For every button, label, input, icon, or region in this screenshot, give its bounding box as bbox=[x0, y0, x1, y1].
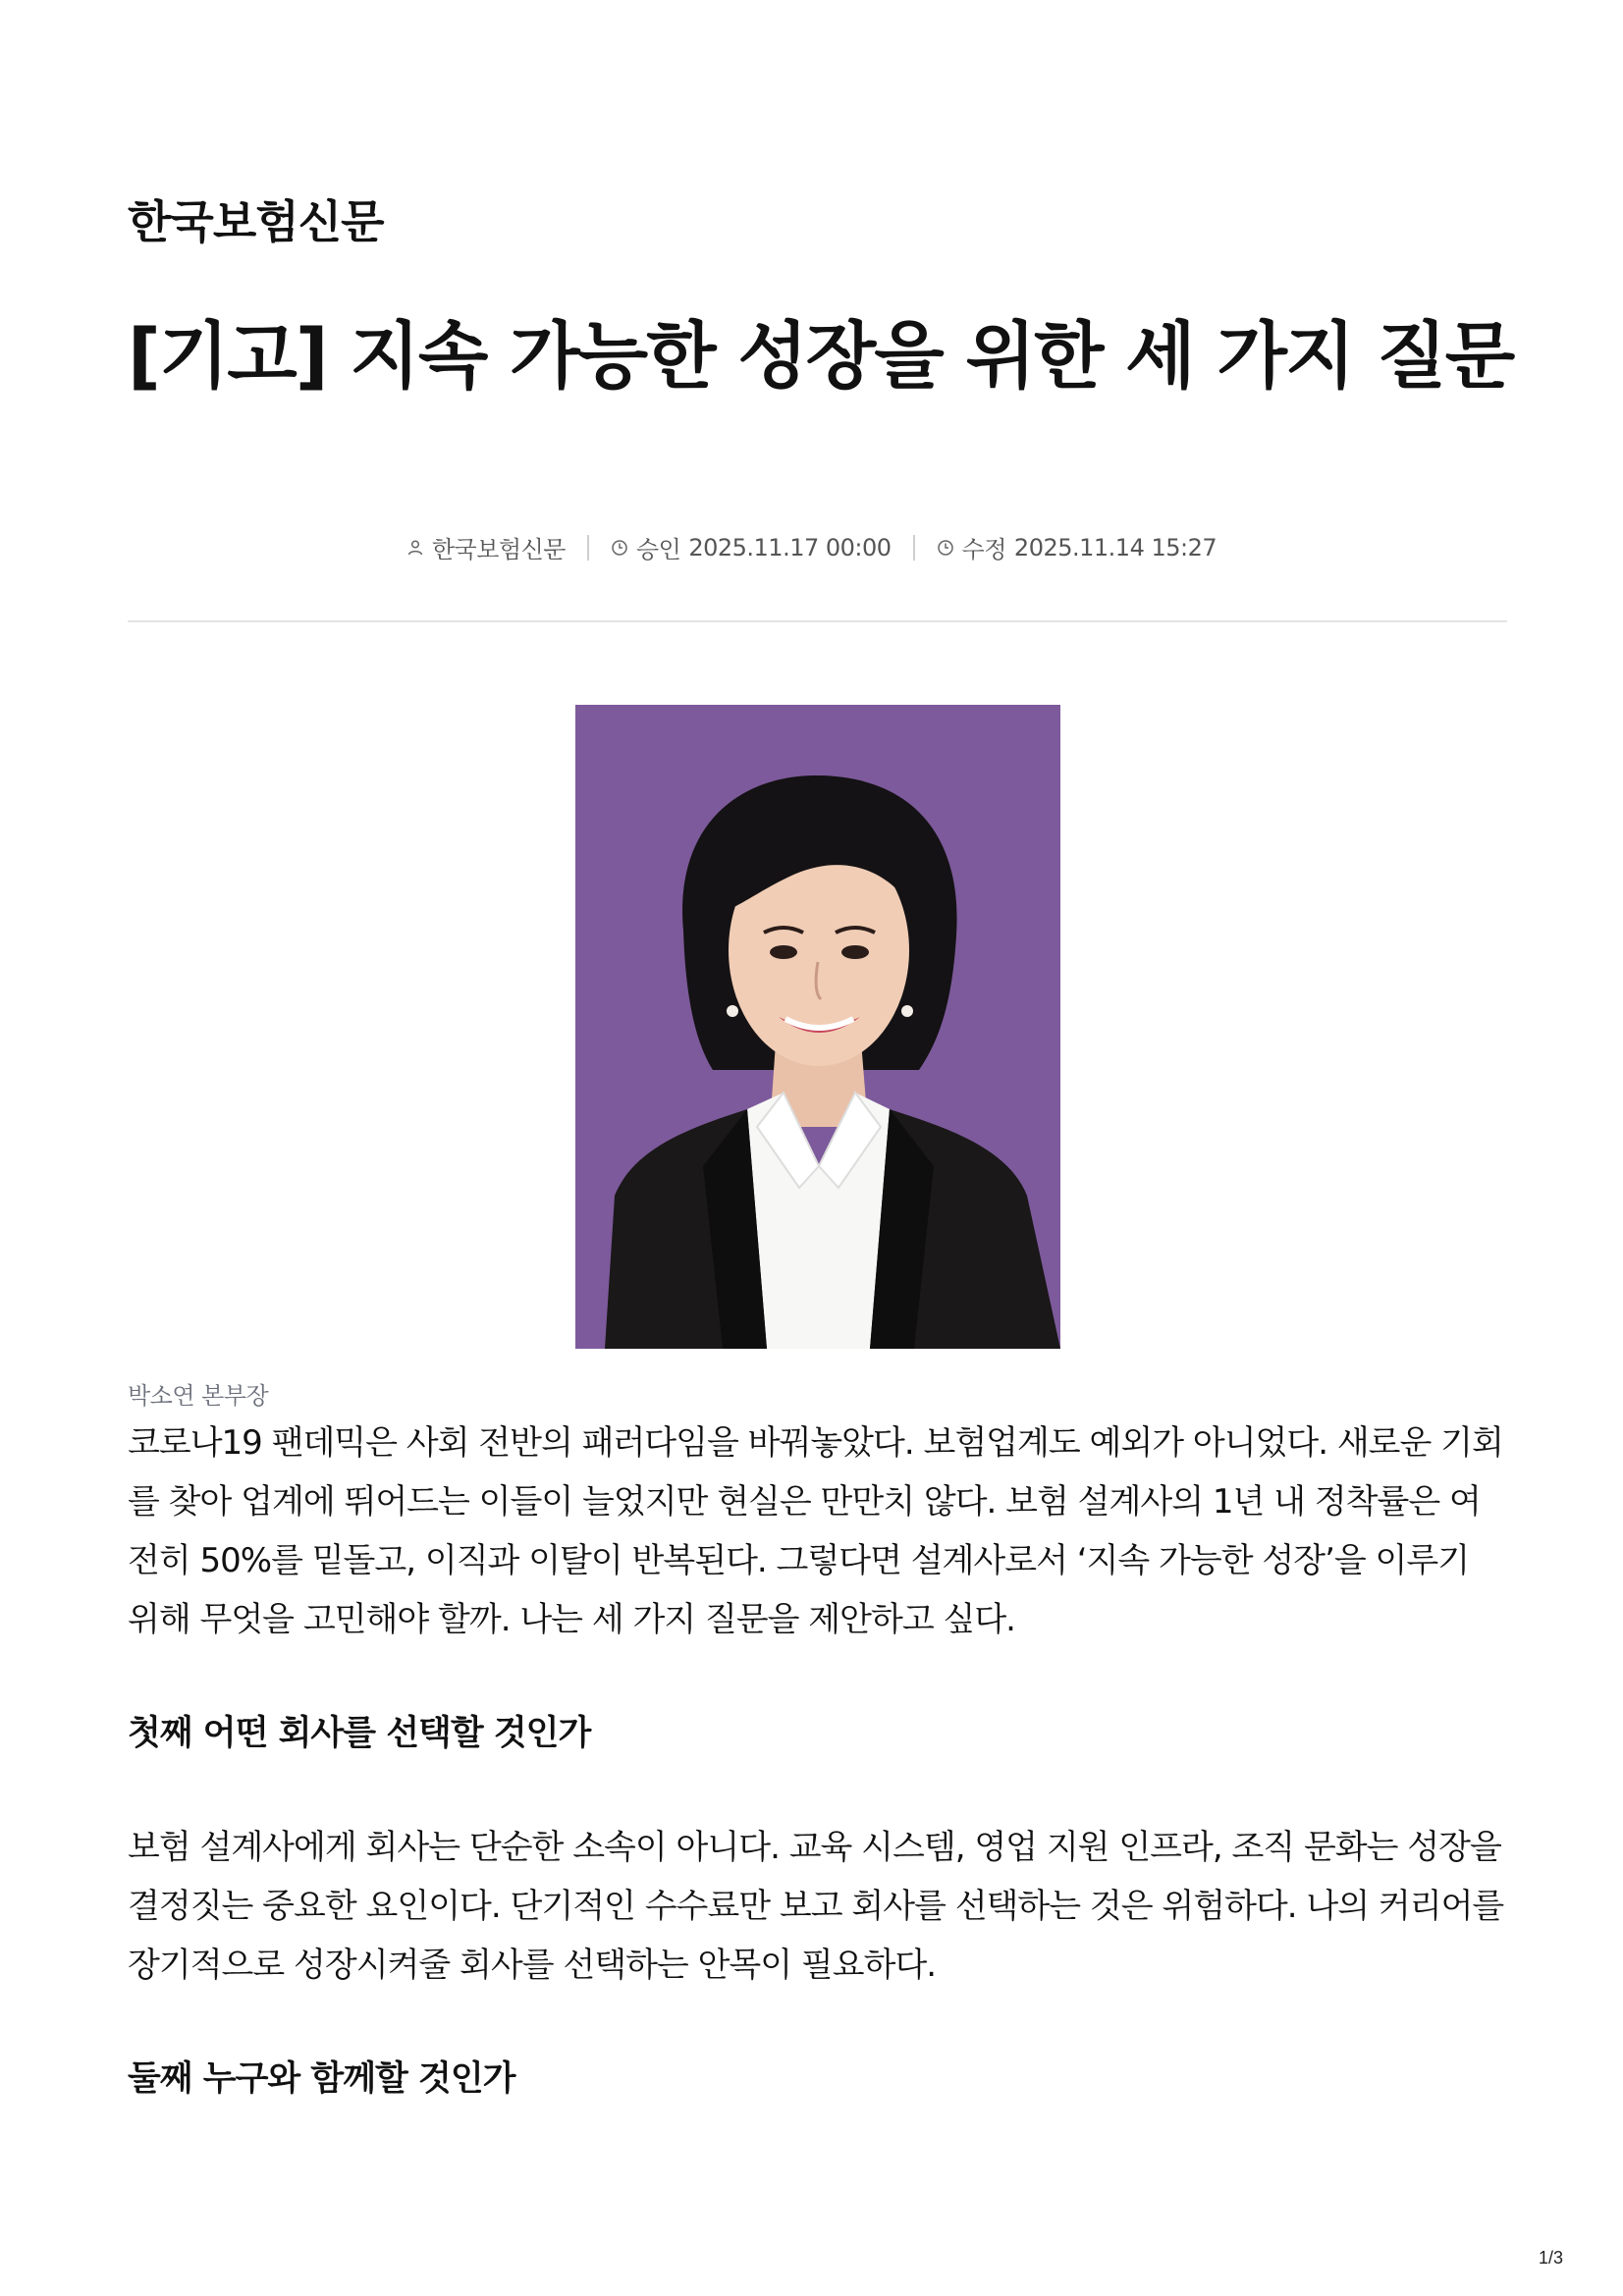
meta-modified-time: 2025.11.14 15:27 bbox=[1013, 533, 1217, 561]
article-body bbox=[128, 1414, 1507, 2109]
photo-caption: 박소연 본부장 bbox=[128, 1382, 269, 1410]
header-divider bbox=[128, 620, 1507, 622]
article-paragraph: 보험 설계사에게 회사는 단순한 소속이 아니다. 교육 시스템, 영업 지원 인프라, 조직 문화는 성장을 결정짓는 중요한 요인이다. 단기적인 수수료만 보고 회사를 선택하는 것은 위험하다. 나의 커리어를 장기적으로 성장시켜줄 회사를 선택하는 안목이 필요하다. bbox=[128, 1828, 1504, 1985]
meta-author-name: 한국보험신문 bbox=[431, 536, 566, 563]
meta-approved-time: 2025.11.17 00:00 bbox=[688, 533, 892, 561]
page-number: 1/3 bbox=[1539, 2248, 1564, 2268]
article-headline: [기고] 지속 가능한 성장을 위한 세 가지 질문 bbox=[128, 314, 1514, 399]
publisher-logo[interactable]: 한국보험신문 bbox=[128, 195, 384, 248]
meta-divider bbox=[913, 535, 915, 561]
person-icon bbox=[406, 539, 424, 557]
portrait-illustration bbox=[575, 705, 1060, 1349]
article-subheading: 둘째 누구와 함께할 것인가 bbox=[128, 2059, 515, 2099]
meta-approved bbox=[611, 530, 892, 564]
author-photo bbox=[575, 705, 1060, 1349]
clock-icon bbox=[937, 539, 954, 557]
article-subheading: 첫째 어떤 회사를 선택할 것인가 bbox=[128, 1714, 591, 1753]
meta-modified bbox=[937, 530, 1217, 564]
article-meta bbox=[0, 530, 1623, 564]
meta-approved-label: 승인 bbox=[635, 536, 681, 563]
meta-modified-label: 수정 bbox=[961, 536, 1006, 563]
clock-icon bbox=[611, 539, 628, 557]
meta-author bbox=[406, 530, 566, 564]
meta-divider bbox=[587, 535, 589, 561]
article-paragraph: 코로나19 팬데믹은 사회 전반의 패러다임을 바꿔놓았다. 보험업계도 예외가 아니었다. 새로운 기회를 찾아 업계에 뛰어드는 이들이 늘었지만 현실은 만만치 않다. 보험 설계사의 1년 내 정착률은 여전히 50%를 밑돌고, 이직과 이탈이 반복된다. 그렇다면 설계사로서 ‘지속 가능한 성장’을 이루기 위해 무엇을 고민해야 할까. 나는 세 가지 질문을 제안하고 싶다. bbox=[128, 1423, 1503, 1639]
